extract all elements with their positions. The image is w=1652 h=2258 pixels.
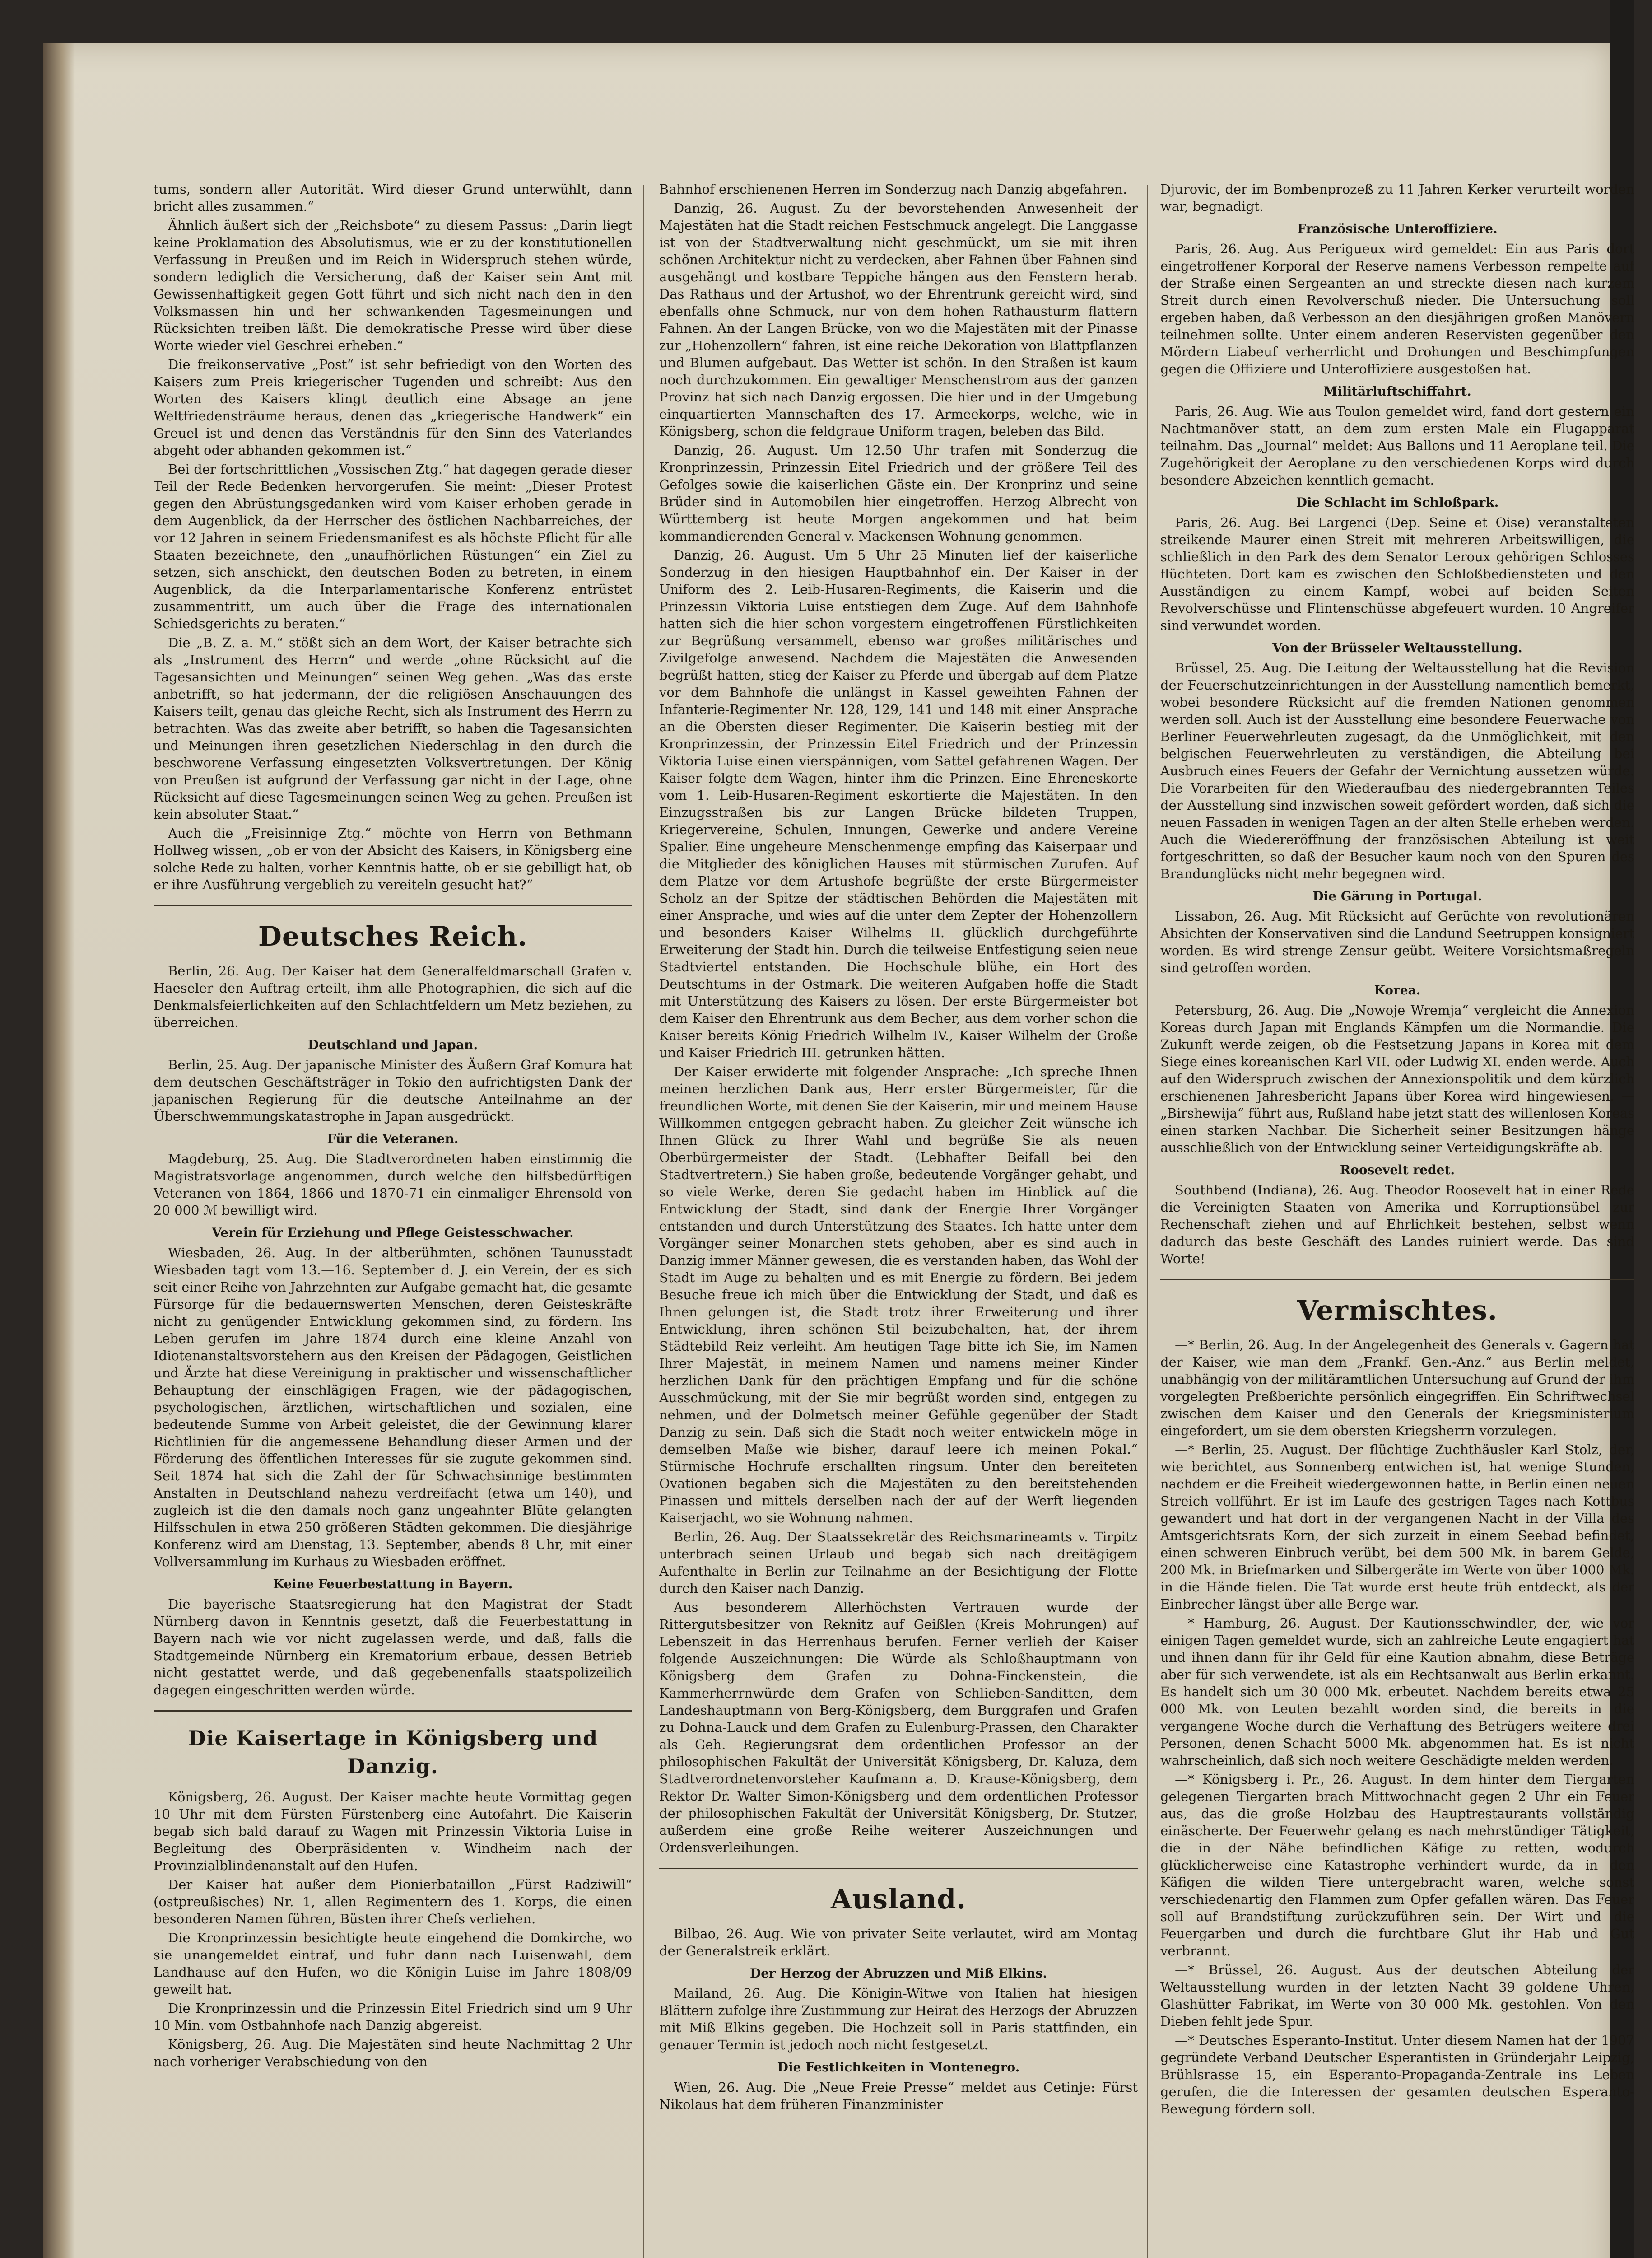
subheading: Von der Brüsseler Weltausstellung. — [1272, 640, 1522, 655]
paragraph: —* Berlin, 26. Aug. In der Angelegenheit des Generals v. Gagern hat der Kaiser, wie man dem „Frankf. Gen.-Anz.“ aus Berlin meldet, unabhängig von der militäramtlichen Untersuchung auf Grund der ihm vorgelegten Preßberichte persönlich eingegriffen. Ein Schriftwechsel zwischen dem Kaiser und den Generals der Kriegsministerium eingefordert, um sie dem obersten Kriegsherrn vorzulegen. — [1160, 1337, 1634, 1438]
paragraph: Danzig, 26. August. Zu der bevorstehenden Anwesenheit der Majestäten hat die Stadt reichen Festschmuck angelegt. Die Langgasse ist von der Stadtverwaltung nicht geschmückt, um sie mit ihren schönen Architektur nicht zu verdecken, aber Fahnen über Fahnen sind ausgehängt und kostbare Teppiche hängen aus den Fenstern herab. Das Rathaus und der Artushof, wo der Ehrentrunk gereicht wird, sind ebenfalls ohne Schmuck, nur von dem hohen Rathausturm flattern Fahnen. An der Langen Brücke, von wo die Majestäten mit der Pinasse zur „Hohenzollern“ fahren, ist eine reiche Dekoration von Blattpflanzen und Blumen aufgebaut. Das Wetter ist schön. In den Straßen ist kaum noch durchzukommen. Ein gewaltiger Menschenstrom aus der ganzen Provinz hat sich nach Danzig ergossen. Die hier und in der Umgebung einquartierten Mannschaften des 17. Armeekorps, welche, wie in Königsberg, schon die feldgraue Uniform tragen, beleben das Bild. — [659, 201, 1138, 439]
paragraph: Aus besonderem Allerhöchsten Vertrauen wurde der Rittergutsbesitzer von Reknitz auf Geißlen (Kreis Mohrungen) auf Lebenszeit in das Herrenhaus berufen. Ferner verlieh der Kaiser folgende Auszeichnungen: Die Würde als Schloßhauptmann von Königsberg dem Grafen zu Dohna-Finckenstein, die Kammerherrnwürde dem Grafen von Schlieben-Sanditten, dem Landeshauptmann von Berg-Königsberg, dem Burggrafen und Grafen zu Dohna-Lauck und dem Grafen zu Eulenburg-Prassen, den Charakter als Geh. Regierungsrat dem ordentlichen Professor an der philosophischen Fakultät der Universität Königsberg, Dr. Kaluza, dem Stadtverordnetenvorsteher Kaufmann a. D. Krause-Königsberg, dem Rektor Dr. Walter Simon-Königsberg und dem ordentlichen Professor der philosophischen Fakultät der Universität Königsberg, Dr. Stutzer, außerdem eine große Reihe weiterer Auszeichnungen und Ordensverleihungen. — [659, 1600, 1138, 1855]
paragraph: Der Kaiser erwiderte mit folgender Ansprache: „Ich spreche Ihnen meinen herzlichen Dank aus, Herr erster Bürgermeister, für die freundlichen Worte, mit denen Sie der Kaiserin, mir und meinem Hause Willkommen entgegen gebracht haben. Zu gleicher Zeit wünsche ich Ihnen Glück zu Ihrer Wahl und begrüße Sie als neuen Oberbürgermeister der Stadt. (Lebhafter Beifall bei den Stadtvertretern.) Sie haben große, bedeutende Vorgänger gehabt, und so viele Werke, deren Sie gedacht haben im Hinblick auf die Entwicklung der Stadt, sind dank der Energie Ihrer Vorgänger entstanden und durch Unterstützung des Staates. Ich hatte unter dem Vorgänger seiner Monarchen stets gehoben, aber es sind auch in Danzig immer Männer gewesen, die es verstanden haben, das Wohl der Stadt im Auge zu behalten und es mit Energie zu fördern. Bei jedem Besuche freue ich mich über die Entwicklung der Stadt, und daß es Ihnen gelungen ist, die Stadt trotz ihrer Erweiterung und ihrer Entwicklung, ihren schönen Stil beizubehalten, hat, der ihrem Städtebild Reiz verleiht. Am heutigen Tage bitte ich Sie, im Namen Ihrer Majestät, in meinem Namen und namens meiner Kinder herzlichen Dank für den prächtigen Empfang und für die schöne Ausschmückung, mit der Sie mir begrüßt worden sind, entgegen zu nehmen, und der Dolmetsch meiner Gefühle gegenüber der Stadt Danzig zu sein. Daß sich die Stadt noch weiter entwickeln möge in demselben Maße wie bisher, darauf leere ich meinen Pokal.“ Stürmische Hochrufe erschallten ringsum. Unter den bereiteten Ovationen begaben sich die Majestäten zu den bereitstehenden Pinassen und mittels derselben nach der auf der Werft liegenden Kaiserjacht, wo sie Wohnung nahmen. — [659, 1064, 1138, 1526]
paragraph: —* Berlin, 25. August. Der flüchtige Zuchthäusler Karl Stolz, der, wie berichtet, aus Sonnenberg entwichen ist, hat wenige Stunden, nachdem er die Freiheit wiedergewonnen hatte, in Berlin einen neuen Streich vollführt. Er ist im Laufe des gestrigen Tages nach Kottbus gewandert und hat dort in der vergangenen Nacht in der Villa des Amtsgerichtsrats Korn, der sich zurzeit in einem Seebad befindet, einen schweren Einbruch verübt, bei dem 500 Mk. in barem Gelde, 200 Mk. in Briefmarken und Silbergeräte im Werte von über 1000 Mk. in die Hände fielen. Die Tat wurde erst heute früh entdeckt, als der Einbrecher längst über alle Berge war. — [1160, 1442, 1634, 1612]
subheading: Französische Unteroffiziere. — [1297, 221, 1498, 236]
paragraph: Magdeburg, 25. Aug. Die Stadtverordneten haben einstimmig die Magistratsvorlage angenommen, durch welche den hilfsbedürftigen Veteranen von 1864, 1866 und 1870-71 ein einmaliger Ehrensold von 20 000 ℳ bewilligt wird. — [154, 1151, 632, 1218]
section-rule — [659, 1868, 1138, 1869]
section-rule — [154, 1710, 632, 1712]
section-heading-ausland: Ausland. — [830, 1884, 967, 1915]
column-divider — [643, 185, 644, 2258]
paragraph: Berlin, 26. Aug. Der Staatssekretär des Reichsmarineamts v. Tirpitz unterbrach seinen Urlaub und begab sich nach dreitägigem Aufenthalte in Berlin zur Teilnahme an der Besichtigung der Flotte durch den Kaiser nach Danzig. — [659, 1529, 1138, 1596]
paragraph: Berlin, 25. Aug. Der japanische Minister des Äußern Graf Komura hat dem deutschen Geschäftsträger in Tokio den aufrichtigsten Dank der japanischen Regierung für die deutsche Anteilnahme an der Überschwemmungskatastrophe in Japan ausgedrückt. — [154, 1057, 632, 1124]
subheading: Verein für Erziehung und Pflege Geistesschwacher. — [212, 1225, 574, 1240]
paragraph: Wiesbaden, 26. Aug. In der altberühmten, schönen Taunusstadt Wiesbaden tagt vom 13.—16. September d. J. ein Verein, der es sich seit einer Reihe von Jahrzehnten zur Aufgabe gemacht hat, die gesamte Fürsorge für die bedauernswerten Menschen, deren Geisteskräfte nicht zu genügender Entwicklung gekommen sind, zu fördern. Ins Leben gerufen im Jahre 1874 durch eine kleine Anzahl von Idiotenanstaltsvorstehern aus den Kreisen der Pädagogen, Geistlichen und Ärzte hat diese Vereinigung in praktischer und wissenschaftlicher Behauptung der einschlägigen Fragen, wie der pädagogischen, psychologischen, ärztlichen, wirtschaftlichen und sozialen, eine bedeutende Summe von Arbeit geleistet, die der Gewinnung klarer Richtlinien für die angemessene Behandlung dieser Armen und der Förderung des öffentlichen Interesses für sie zugute gekommen sind. Seit 1874 hat sich die Zahl der für Schwachsinnige bestimmten Anstalten in Deutschland nahezu verdreifacht (etwa um 140), und zugleich ist die den damals noch ganz ungeahnter Blüte gelangten Hilfsschulen in etwa 250 größeren Städten gekommen. Die diesjährige Konferenz wird am Dienstag, 13. September, abends 8 Uhr, mit einer Vollversammlung im Kurhaus zu Wiesbaden eröffnet. — [154, 1245, 632, 1569]
subheading: Keine Feuerbestattung in Bayern. — [273, 1577, 513, 1591]
section-rule — [154, 905, 632, 906]
paragraph: Die bayerische Staatsregierung hat den Magistrat der Stadt Nürnberg davon in Kenntnis gesetzt, daß die Feuerbestattung in Bayern nach wie vor nicht zugelassen werde, und daß, falls die Stadtgemeinde Nürnberg ein Krematorium erbaue, dessen Betrieb nicht gestattet werde, und daß gegebenenfalls staatspolizeilich dagegen eingeschritten werden würde. — [154, 1596, 632, 1698]
paragraph: Paris, 26. Aug. Bei Largenci (Dep. Seine et Oise) veranstalteten streikende Maurer einen Streit mit mehreren Arbeitswilligen, die schließlich in den Park des dem Senator Leroux gehörigen Schlosses flüchteten. Dort kam es zwischen den Schloßbediensteten und den Ausständigen zu einem Kampf, wobei auf beiden Seiten Revolverschüsse und Flintenschüsse abgefeuert wurden. 10 Angreifer sind verwundet worden. — [1160, 515, 1634, 633]
subheading: Roosevelt redet. — [1340, 1162, 1455, 1177]
paragraph: Königsberg, 26. Aug. Die Majestäten sind heute Nachmittag 2 Uhr nach vorheriger Verabschiedung von den — [154, 2037, 632, 2069]
paragraph: Brüssel, 25. Aug. Die Leitung der Weltausstellung hat die Revision der Feuerschutzeinrichtungen in der Ausstellung namentlich bemerkt, wobei besondere Rücksicht auf die fremden Nationen genommen werden soll. Auch ist der Ausstellung eine besondere Feuerwache von Berliner Feuerwehrleuten zugesagt, da die Unmöglichkeit, mit den belgischen Feuerwehrleuten zu verständigen, die Abteilung bei Ausbruch eines Feuers der Gefahr der Vernichtung aussetzen würde. Die Vorarbeiten für den Wiederaufbau des niedergebrannten Teiles der Ausstellung sind inzwischen soweit gefördert worden, daß sich die neuen Fassaden in wenigen Tagen an der alten Stelle erheben werden. Auch die Wiedereröffnung der französischen Abteilung ist weit fortgeschritten, so daß der Besucher kaum noch von den Spuren des Brandunglücks nicht mehr begegnen wird. — [1160, 660, 1634, 882]
paragraph: Paris, 26. Aug. Wie aus Toulon gemeldet wird, fand dort gestern ein Nachtmanöver statt, an dem zum ersten Male ein Flugapparat teilnahm. Das „Journal“ meldet: Aus Ballons und 11 Aeroplane teil. Die Zugehörigkeit der Aeroplane zu den verschiedenen Korps wird durch besondere Abzeichen kenntlich gemacht. — [1160, 404, 1634, 488]
paragraph: Auch die „Freisinnige Ztg.“ möchte von Herrn von Bethmann Hollweg wissen, „ob er von der Absicht des Kaisers, in Königsberg eine solche Rede zu halten, vorher Kenntnis hatte, ob er sie gebilligt hat, ob er ihre Ausführung vergeblich zu vereiteln gesucht hat?“ — [154, 826, 632, 892]
paragraph: —* Deutsches Esperanto-Institut. Unter diesem Namen hat der 1907 gegründete Verband Deutscher Esperantisten in Gründerjahr Leipzig, Brühlsrasse 15, ein Esperanto-Propaganda-Zentrale ins Leben gerufen, die die Interessen der gesamten deutschen Esperanto-Bewegung fördern soll. — [1160, 2033, 1634, 2117]
subheading: Die Festlichkeiten in Montenegro. — [777, 2060, 1020, 2075]
section-heading-deutsches-reich: Deutsches Reich. — [258, 921, 528, 952]
subheading: Der Herzog der Abruzzen und Miß Elkins. — [749, 1966, 1047, 1981]
paragraph: Wien, 26. Aug. Die „Neue Freie Presse“ meldet aus Cetinje: Fürst Nikolaus hat dem früheren Finanzminister — [659, 2080, 1138, 2112]
paragraph: Ähnlich äußert sich der „Reichsbote“ zu diesem Passus: „Darin liegt keine Proklamation des Absolutismus, wie er zu der konstitutionellen Verfassung in Preußen und im Reich in Widerspruch stehen würde, sondern lediglich die Versicherung, daß der Kaiser sein Amt mit Gewissenhaftigkeit gegen Gott führt und sich nicht nach den in den Volksmassen hin und her schwankenden Tagesmeinungen und Rücksichten treiben läßt. Die demokratische Presse wird über diese Worte wieder viel Geschrei erheben.“ — [154, 218, 632, 353]
paragraph: Bahnhof erschienenen Herren im Sonderzug nach Danzig abgefahren. — [659, 182, 1127, 197]
paragraph: Djurovic, der im Bombenprozeß zu 11 Jahren Kerker verurteilt worden war, begnadigt. — [1160, 182, 1634, 214]
section-rule — [1160, 1279, 1634, 1280]
paragraph: —* Königsberg i. Pr., 26. August. In dem hinter dem Tiergarten gelegenen Tiergarten brach Mittwochnacht gegen 2 Uhr ein Feuer aus, das die große Holzbau des Hauptrestaurants vollständig einäscherte. Der Feuerwehr gelang es nach mehrstündiger Tätigkeit, die in der Nähe befindlichen Käfige zu retten, wodurch glücklicherweise eine Katastrophe verhindert wurde, da in den Käfigen die wilden Tiere untergebracht waren, welche sonst verschiedenartig den Flammen zum Opfer gefallen wären. Das Feuer soll auf Brandstiftung zurückzuführen sein. Der Wirt und die Feuergarben und durch die furchtbare Glut ihr Hab und Gut verbrannt. — [1160, 1772, 1634, 1959]
column-divider — [1147, 185, 1148, 2258]
paragraph: Berlin, 26. Aug. Der Kaiser hat dem Generalfeldmarschall Grafen v. Haeseler den Auftrag erteilt, ihm alle Photographien, die sich auf die Denkmalsfeierlichkeiten auf den Schlachtfeldern um Metz beziehen, zu überreichen. — [154, 963, 632, 1030]
paragraph: Southbend (Indiana), 26. Aug. Theodor Roosevelt hat in einer Rede die Vereinigten Staaten von Amerika und Korruptionsübel zur Rechenschaft ziehen und auf Ehrlichkeit bestehen, selbst wenn dadurch das beste Geschäft des Landes ruiniert werde. Das sind Worte! — [1160, 1182, 1634, 1266]
paragraph: tums, sondern aller Autorität. Wird dieser Grund unterwühlt, dann bricht alles zusammen.“ — [154, 182, 632, 214]
paragraph: Danzig, 26. August. Um 5 Uhr 25 Minuten lief der kaiserliche Sonderzug in den hiesigen Hauptbahnhof ein. Der Kaiser in der Uniform des 2. Leib-Husaren-Regiments, die Kaiserin und die Prinzessin Viktoria Luise entstiegen dem Zuge. Auf dem Bahnhofe hatten sich die hier schon vorgestern eingetroffenen Fürstlichkeiten zur Begrüßung versammelt, ebenso war großes militärisches und Zivilgefolge anwesend. Nachdem die Majestäten die Anwesenden begrüßt hatten, stieg der Kaiser zu Pferde und übergab auf dem Platze vor dem Bahnhofe die unlängst in Kassel geweihten Fahnen der Infanterie-Regimenter Nr. 128, 129, 141 und 148 mit einer Ansprache an die Obersten dieser Regimenter. Die Kaiserin bestieg mit der Kronprinzessin, der Prinzessin Eitel Friedrich und der Prinzessin Viktoria Luise einen vierspännigen, vom Sattel gefahrenen Wagen. Der Kaiser folgte dem Wagen, hinter ihm die Prinzen. Eine Ehreneskorte vom 1. Leib-Husaren-Regiment eskortierte die Majestäten. In den Einzugsstraßen bis zur Langen Brücke bildeten Truppen, Kriegervereine, Schulen, Innungen, Gewerke und andere Vereine Spalier. Eine ungeheure Menschenmenge empfing das Kaiserpaar und die Mitglieder des königlichen Hauses mit stürmischen Zurufen. Auf dem Platze vor dem Artushofe begrüßte der erste Bürgermeister Scholz an der Spitze der städtischen Behörden die Majestäten mit einer Ansprache, und wies auf die unter dem Zepter der Hohenzollern und besonders Kaiser Wilhelms II. glücklich durchgeführte Erweiterung der Stadt hin. Durch die teilweise Entfestigung seien neue Stadtviertel entstanden. Die Hochschule blühe, ein Hort des Deutschtums in der Ostmark. Die weiteren Aufgaben hoffe die Stadt mit Unterstützung des Kaisers zu lösen. Der erste Bürgermeister bot dem Kaiser den Ehrentrunk aus dem Becher, aus dem vorher schon die Kaiser bereits König Friedrich Wilhelm IV., Kaiser Wilhelm der Große und Kaiser Friedrich III. getrunken hätten. — [659, 547, 1138, 1060]
paragraph: Mailand, 26. Aug. Die Königin-Witwe von Italien hat hiesigen Blättern zufolge ihre Zustimmung zur Heirat des Herzogs der Abruzzen mit Miß Elkins gegeben. Die Hochzeit soll in Paris stattfinden, ein genauer Termin ist jedoch noch nicht festgesetzt. — [659, 1986, 1138, 2053]
subheading: Die Gärung in Portugal. — [1312, 889, 1482, 904]
paragraph: Lissabon, 26. Aug. Mit Rücksicht auf Gerüchte von revolutionären Absichten der Konservativen sind die Landund Seetruppen konsigniert worden. Es wird strenge Zensur geübt. Weitere Vorsichtsmaßregeln sind getroffen worden. — [1160, 909, 1634, 975]
paragraph: Königsberg, 26. August. Der Kaiser machte heute Vormittag gegen 10 Uhr mit dem Fürsten Fürstenberg eine Autofahrt. Die Kaiserin begab sich bald darauf zu Wagen mit Prinzessin Viktoria Luise in Begleitung des Oberpräsidenten v. Windheim nach der Provinzialblindenanstalt auf den Hufen. — [154, 1789, 632, 1873]
paragraph: Petersburg, 26. Aug. Die „Nowoje Wremja“ vergleicht die Annexion Koreas durch Japan mit Englands Kämpfen um die Normandie. Die Zukunft werde zeigen, ob die Festsetzung Japans in Korea mit dem Siege eines koreanischen Karl VII. oder Ludwig XI. enden werde. Auch auf den Widerspruch zwischen der Annexionspolitik und dem kürzlich erschienenen Jahresbericht Japans über Korea wird hingewiesen. — „Birshewija“ führt aus, Rußland habe jetzt statt des willenlosen Koreas einen starken Nachbar. Die Sicherheit seiner Besitzungen hänge ausschließlich von der Entwicklung seiner Verteidigungskräfte ab. — [1160, 1003, 1634, 1155]
column-middle — [659, 181, 1138, 2115]
subheading: Deutschland und Japan. — [307, 1037, 478, 1052]
subheading: Die Schlacht im Schloßpark. — [1296, 495, 1499, 510]
paragraph: Die „B. Z. a. M.“ stößt sich an dem Wort, der Kaiser betrachte sich als „Instrument des Herrn“ und werde „ohne Rücksicht auf die Tagesansichten und Meinungen“ seinen Weg gehen. „Was das erste anbetrifft, so hat jedermann, der die religiösen Anschauungen des Kaisers teilt, genau das gleiche Recht, sich als Instrument des Herrn zu betrachten. Was das zweite aber betrifft, so haben die Tagesansichten und Meinungen ihren gesetzlichen Niederschlag in den durch die beschworene Verfassung eingesetzten Volksvertretungen. Der König von Preußen ist aufgrund der Verfassung gar nicht in der Lage, ohne Rücksicht auf diese Tagesmeinungen seinen Weg zu gehen. Preußen ist kein absoluter Staat.“ — [154, 635, 632, 822]
paragraph: Die Kronprinzessin und die Prinzessin Eitel Friedrich sind um 9 Uhr 10 Min. vom Ostbahnhofe nach Danzig abgereist. — [154, 2001, 632, 2033]
paragraph: Die freikonservative „Post“ ist sehr befriedigt von den Worten des Kaisers zum Preis kriegerischer Tugenden und schreibt: Aus den Worten des Kaisers klingt deutlich eine Absage an jene Weltfriedensträume heraus, denen das „kriegerische Handwerk“ ein Greuel ist und denen das Verständnis für den Sinn des Vaterlandes abgeht oder abhanden gekommen ist.“ — [154, 357, 632, 458]
paragraph: —* Hamburg, 26. August. Der Kautionsschwindler, der, wie vor einigen Tagen gemeldet wurde, sich an zahlreiche Leute engagiert hat und ihnen dann für ihr Geld für eine Kaution abnahm, diese Beträge aber für sich verwendete, ist als ein Rechtsanwalt aus Berlin erkannt. Es handelt sich um 30 000 Mk. erbeutet. Nachdem bereits etwa 25 000 Mk. von Leuten bezahlt worden sind, die bereits in die vergangene Woche durch die Verhaftung des Betrügers weitere drei Personen, denen Schacht 5000 Mk. abgenommen hat. Es ist nicht wahrscheinlich, daß sich noch weitere Geschädigte melden werden. — [1160, 1615, 1634, 1768]
page-binding-shadow — [43, 43, 75, 2258]
subheading: Militärluftschiffahrt. — [1323, 384, 1471, 399]
paragraph: Danzig, 26. August. Um 12.50 Uhr trafen mit Sonderzug die Kronprinzessin, Prinzessin Eitel Friedrich und der größere Teil des Gefolges sowie die kaiserlichen Gäste ein. Der Kronprinz und seine Brüder sind in Automobilen hier eingetroffen. Herzog Albrecht von Württemberg ist heute Morgen angekommen und hat beim kommandierenden General v. Mackensen Wohnung genommen. — [659, 443, 1138, 544]
paragraph: Paris, 26. Aug. Aus Perigueux wird gemeldet: Ein aus Paris dort eingetroffener Korporal der Reserve namens Verbesson rempelte auf der Straße einen Sergeanten an und streckte diesen nach kurzem Streit durch einen Revolverschuß nieder. Die Untersuchung soll ergeben haben, daß Verbesson an den diesjährigen großen Manövern teilnehmen sollte. Unter einem anderen Reservisten gegenüber den Mördern Liabeuf verherrlicht und Drohungen und Beschimpfungen gegen die Offiziere und Unteroffiziere ausgestoßen hat. — [1160, 241, 1634, 377]
column-right — [1160, 181, 1634, 2258]
paragraph: Bei der fortschrittlichen „Vossischen Ztg.“ hat dagegen gerade dieser Teil der Rede Bedenken hervorgerufen. Sie meint: „Dieser Protest gegen den Abrüstungsgedanken wird vom Kaiser erhoben gerade in dem Augenblick, da der Herrscher des östlichen Nachbarreiches, der vor 12 Jahren in seinem Friedensmanifest es als höchste Pflicht für alle Staaten bezeichnete, den „unaufhörlichen Rüstungen“ ein Ziel zu setzen, sich anschickt, den deutschen Boden zu betreten, in einem Augenblick, da die Interparlamentarische Konferenz entrüstet zusammentritt, um auch über die Frage des internationalen Schiedsgerichts zu beraten.“ — [154, 462, 632, 631]
column-left — [154, 181, 632, 2072]
subheading: Für die Veteranen. — [327, 1131, 459, 1146]
paragraph: Bilbao, 26. Aug. Wie von privater Seite verlautet, wird am Montag der Generalstreik erklärt. — [659, 1926, 1138, 1959]
paragraph: Die Kronprinzessin besichtigte heute eingehend die Domkirche, wo sie unangemeldet eintraf, und fuhr dann nach Luisenwahl, dem Landhause auf den Hufen, wo die Königin Luise im Jahre 1808/09 geweilt hat. — [154, 1930, 632, 1997]
paragraph: Der Kaiser hat außer dem Pionierbataillon „Fürst Radziwill“ (ostpreußisches) Nr. 1, allen Regimentern des 1. Korps, die einen besonderen Namen führen, Büsten ihrer Chefs verliehen. — [154, 1877, 632, 1927]
subheading: Korea. — [1374, 983, 1421, 998]
section-heading-kaisertage: Die Kaisertage in Königsberg und Danzig. — [187, 1726, 598, 1778]
paragraph: —* Brüssel, 26. August. Aus der deutschen Abteilung der Weltausstellung wurden in der letzten Nacht 39 goldene Uhren, Glashütter Fabrikat, im Werte von 30 000 Mk. gestohlen. Von den Dieben fehlt jede Spur. — [1160, 1962, 1634, 2029]
section-heading-vermischtes: Vermischtes. — [1297, 1295, 1498, 1326]
